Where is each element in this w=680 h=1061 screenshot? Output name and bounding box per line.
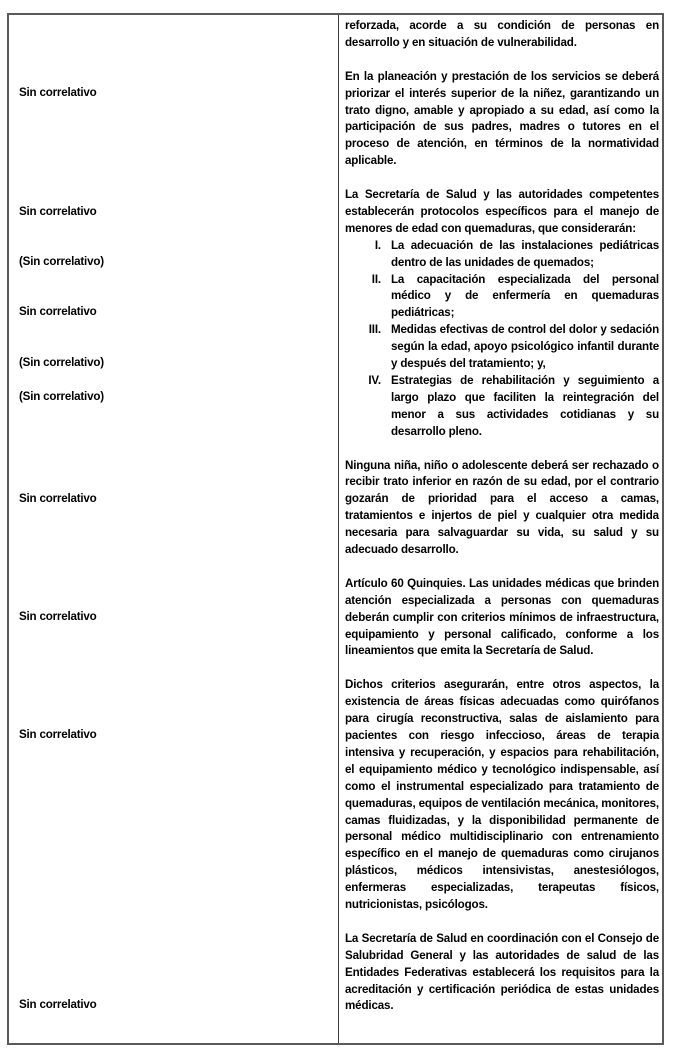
list-item: [345, 373, 659, 441]
list-text: La capacitación especializada del personal médico y de enfermería en quemaduras pediátricas;: [391, 272, 659, 320]
left-label-9: Sin correlativo: [19, 728, 97, 741]
list-text: Estrategias de rehabilitación y seguimiento a largo plazo que faciliten la reintegración del menor a sus actividades cotidianas y su desarrollo pleno.: [391, 374, 659, 438]
paragraph-protocolos: La Secretaría de Salud y las autoridades competentes establecerán protocolos específicos para el manejo de menores de edad con quemaduras, que considerarán:: [345, 188, 659, 235]
paragraph-articulo-60-quinquies: Artículo 60 Quinquies. Las unidades médicas que brinden atención especializada a personas con quemaduras deberán cumplir con criterios mínimos de infraestructura, equipamiento y personal calificado, conforme a los lineamientos que emita la Secretaría de Salud.: [345, 576, 659, 658]
left-label-7: Sin correlativo: [19, 492, 97, 505]
paragraph-criterios: Dichos criterios asegurarán, entre otros aspectos, la existencia de áreas físicas adecuadas como quirófanos para cirugía reconstructiva, salas de aislamiento para pacientes con riesgo infeccioso, áreas de terapia intensiva y recuperación, y espacios para rehabilitación, el equipamiento médico y tecnológico indispensable, así como el instrumental especializado para tratamiento de quemaduras, equipos de ventilación mecánica, monitores, camas fluidizadas, y la disponibilidad permanente de personal médico multidisciplinario con entrenamiento específico en el manejo de quemaduras como cirujanos plásticos, médicos intensivistas, anestesiólogos, enfermeras especializadas, terapeutas físicos, nutricionistas, psicólogos.: [345, 678, 659, 912]
paragraph-no-rechazo: Ninguna niña, niño o adolescente deberá ser rechazado o recibir trato inferior en razón de su edad, por el contrario gozarán de prioridad para el acceso a camas, tratamientos e injertos de piel y cualquier otra medida necesaria para salvaguardar su vida, su salud y su adecuado desarrollo.: [345, 458, 659, 557]
proposed-text-column: [345, 18, 659, 1015]
paragraph-planeacion: En la planeación y prestación de los servicios se deberá priorizar el interés superior de la niñez, garantizando un trato digno, amable y apropiado a su edad, así como la participación de sus padres, madres o tutores en el proceso de atención, en términos de la normatividad aplicable.: [345, 69, 659, 168]
list-number: II.: [371, 272, 381, 286]
left-label-8: Sin correlativo: [19, 610, 97, 623]
left-label-2: Sin correlativo: [19, 205, 97, 218]
protocol-list: [345, 238, 659, 441]
paragraph-continuation: reforzada, acorde a su condición de personas en desarrollo y en situación de vulnerabilidad.: [345, 19, 659, 49]
list-text: Medidas efectivas de control del dolor y sedación según la edad, apoyo psicológico infantil durante y después del tratamiento; y,: [391, 323, 659, 371]
list-item: [345, 238, 659, 272]
left-label-4: Sin correlativo: [19, 305, 97, 318]
list-number: IV.: [368, 374, 381, 387]
left-label-5: (Sin correlativo): [19, 356, 104, 369]
comparison-table: [7, 13, 664, 1045]
list-item: [345, 272, 659, 323]
list-text: La adecuación de las instalaciones pediátricas dentro de las unidades de quemados;: [391, 238, 659, 269]
left-label-6: (Sin correlativo): [19, 390, 104, 403]
left-label-3: (Sin correlativo): [19, 255, 104, 268]
list-item: [345, 322, 659, 373]
list-number: I.: [374, 238, 381, 252]
left-label-1: Sin correlativo: [19, 86, 97, 99]
left-label-10: Sin correlativo: [19, 998, 97, 1011]
paragraph-acreditacion: La Secretaría de Salud en coordinación con el Consejo de Salubridad General y las autoridades de salud de las Entidades Federativas establecerá los requisitos para la acreditación y certificación periódica de estas unidades médicas.: [345, 931, 659, 1013]
list-number: III.: [368, 323, 381, 337]
column-divider: [338, 15, 339, 1043]
